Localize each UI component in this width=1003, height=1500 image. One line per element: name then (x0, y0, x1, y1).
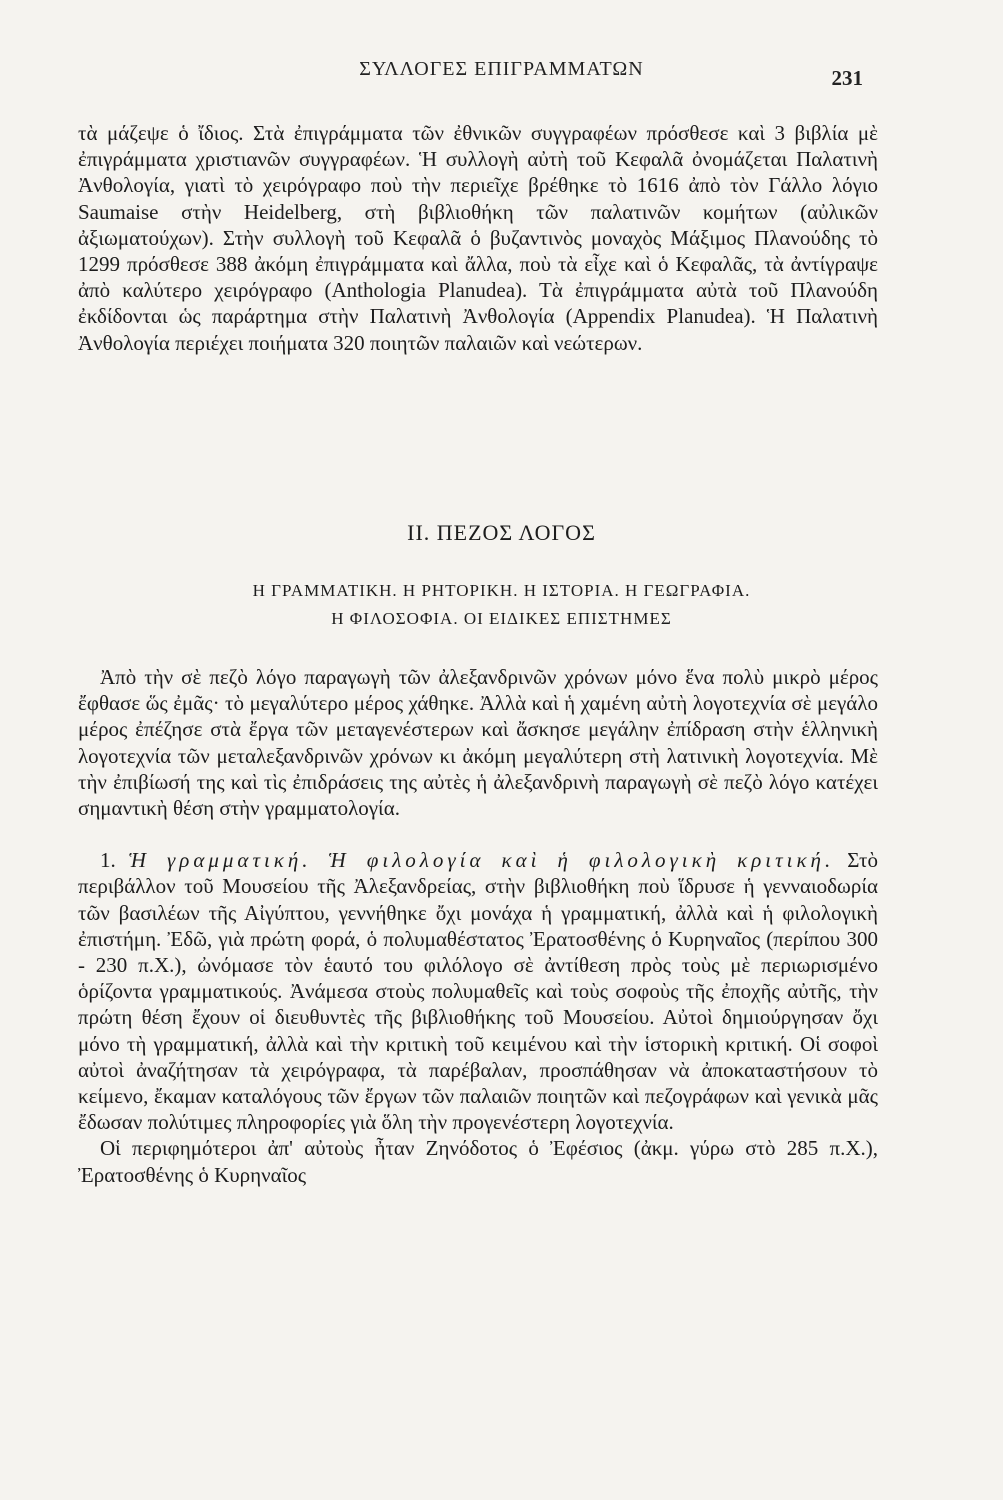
section-title: II. ΠΕΖΟΣ ΛΟΓΟΣ (407, 520, 596, 545)
paragraph-gap (78, 821, 878, 847)
intro-paragraph-block (78, 120, 878, 356)
main-text-block (78, 664, 878, 1188)
grammar-paragraph (78, 847, 878, 1135)
prose-paragraph: Ἀπὸ τὴν σὲ πεζὸ λόγο παραγωγὴ τῶν ἀλεξανδρινῶν χρόνων μόνο ἕνα πολὺ μικρὸ μέρος ἔφθασε ὥς ἐμᾶς· τὸ μεγαλύτερο μέρος χάθηκε. Ἀλλὰ καὶ ἡ χαμένη αὐτὴ λογοτεχνία σὲ μεγάλο μέρος ἐπέζησε στὰ ἔργα τῶν μεταγενέστερων καὶ ἄσκησε μεγάλην ἐπίδραση στὴν ἑλληνικὴ λογοτεχνία τῶν μεταλεξανδρινῶν χρόνων κι ἀκόμη μεγαλύτερη στὴ λατινικὴ λογοτεχνία. Μὲ τὴν ἐπιβίωσή της καὶ τὶς ἐπιδράσεις της αὐτὲς ἡ ἀλεξανδρινὴ παραγωγὴ σὲ πεζὸ λόγο κατέχει σημαντικὴ θέση στὴν γραμματολογία. (78, 665, 878, 821)
section-subtitle-line-2: Η ΦΙΛΟΣΟΦΙΑ. ΟΙ ΕΙΔΙΚΕΣ ΕΠΙΣΤΗΜΕΣ (331, 609, 672, 628)
final-line: Οἱ περιφημότεροι ἀπ' αὐτοὺς ἦταν Ζηνόδοτος ὁ Ἐφέσιος (ἀκμ. γύρω στὸ 285 π.Χ.), Ἐρατοσθένης ὁ Κυρηναῖος (78, 1136, 878, 1187)
grammar-section-heading: Ἡ γραμματική. Ἡ φιλολογία καὶ ἡ φιλολογικὴ κριτική. (128, 848, 835, 873)
running-title: ΣΥΛΛΟΓΕΣ ΕΠΙΓΡΑΜΜΑΤΩΝ (359, 58, 644, 80)
section-subtitle-line-1: Η ΓΡΑΜΜΑΤΙΚΗ. Η ΡΗΤΟΡΙΚΗ. Η ΙΣΤΟΡΙΑ. Η ΓΕΩΓΡΑΦΙΑ. (252, 581, 751, 600)
grammar-section-number: 1. (100, 848, 116, 873)
intro-paragraph: τὰ μάζεψε ὁ ἴδιος. Στὰ ἐπιγράμματα τῶν ἐθνικῶν συγγραφέων πρόσθεσε καὶ 3 βιβλία μὲ ἐπιγράμματα χριστιανῶν συγγραφέων. Ἡ συλλογὴ αὐτὴ τοῦ Κεφαλᾶ ὀνομάζεται Παλατινὴ Ἀνθολογία, γιατὶ τὸ χειρόγραφο ποὺ τὴν περιεῖχε βρέθηκε τὸ 1616 ἀπὸ τὸν Γάλλο λόγιο Saumaise στὴν Heidelberg, στὴ βιβλιοθήκη τῶν παλατινῶν κομήτων (αὐλικῶν ἀξιωματούχων). Στὴν συλλογὴ τοῦ Κεφαλᾶ ὁ βυζαντινὸς μοναχὸς Μάξιμος Πλανούδης τὸ 1299 πρόσθεσε 388 ἀκόμη ἐπιγράμματα καὶ ἄλλα, ποὺ τὰ εἶχε καὶ ὁ Κεφαλᾶς, τὰ ἀντίγραψε ἀπὸ καλύτερο χειρόγραφο (Anthologia Planudea). Τὰ ἐπιγράμματα αὐτὰ τοῦ Πλανούδη ἐκδίδονται ὡς παράρτημα στὴν Παλατινὴ Ἀνθολογία (Appendix Planudea). Ἡ Παλατινὴ Ἀνθολογία περιέχει ποιήματα 320 ποιητῶν παλαιῶν καὶ νεώτερων. (78, 121, 878, 355)
page-number: 231 (831, 66, 863, 90)
grammar-section-text: Στὸ περιβάλλον τοῦ Μουσείου τῆς Ἀλεξανδρείας, στὴν βιβλιοθήκη ποὺ ἵδρυσε ἡ γενναιοδωρία τῶν βασιλέων τῆς Αἰγύπτου, γεννήθηκε ὄχι μονάχα ἡ γραμματική, ἀλλὰ καὶ ἡ φιλολογικὴ ἐπιστήμη. Ἐδῶ, γιὰ πρώτη φορά, ὁ πολυμαθέστατος Ἐρατοσθένης ὁ Κυρηναῖος (περίπου 300 - 230 π.Χ.), ὠνόμασε τὸν ἑαυτό του φιλόλογο σὲ ἀντίθεση πρὸς τοὺς μὲ περιωρισμένο ὁρίζοντα γραμματικούς. Ἀνάμεσα στοὺς πολυμαθεῖς καὶ τοὺς σοφοὺς τῆς ἐποχῆς αὐτῆς, τὴν πρώτη θέση ἔχουν οἱ διευθυντὲς τῆς βιβλιοθήκης τοῦ Μουσείου. Αὐτοὶ δημιούργησαν ὄχι μόνο τὴ γραμματική, ἀλλὰ καὶ τὴν κριτικὴ τοῦ κειμένου καὶ τὴν ἱστορικὴ κριτική. Οἱ σοφοὶ αὐτοὶ ἀναζήτησαν τὰ χειρόγραφα, τὰ παρέβαλαν, προσπάθησαν νὰ ἀποκαταστήσουν τὸ κείμενο, ἔκαμαν καταλόγους τῶν ἔργων τῶν παλαιῶν ποιητῶν καὶ πεζογράφων καὶ γενικὰ μᾶς ἔδωσαν πολύτιμες πληροφορίες γιὰ ὅλη τὴν προγενέστερη λογοτεχνία. (78, 848, 879, 1135)
